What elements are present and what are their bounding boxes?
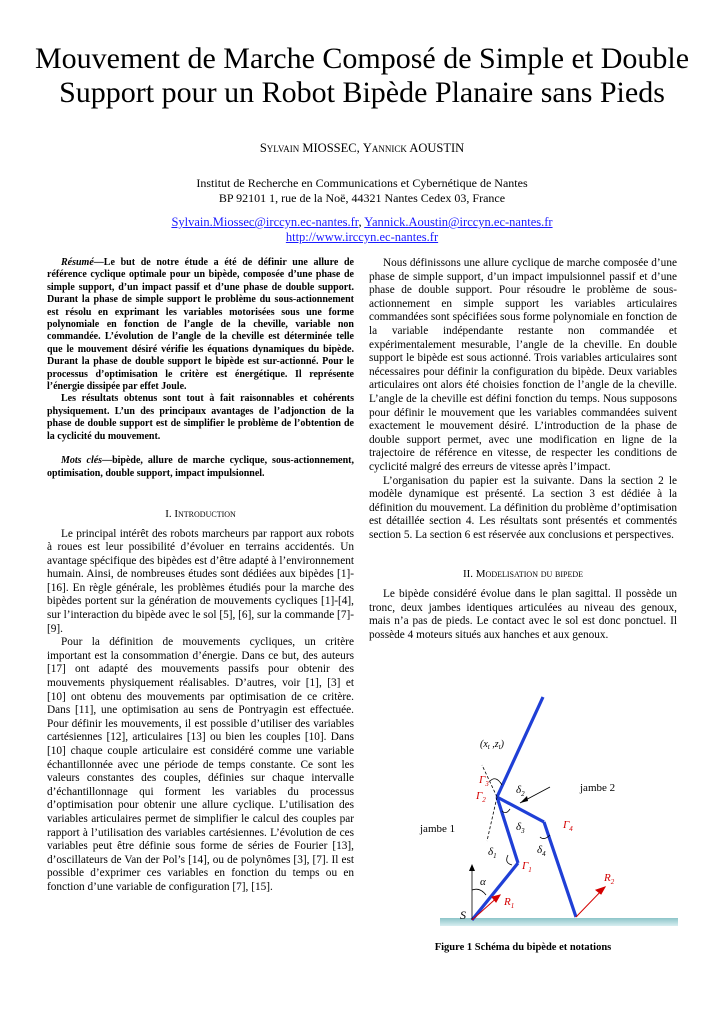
label-r2: $R_2$ [604, 872, 615, 886]
label-gamma-1: $\Gamma_1$ [522, 860, 532, 874]
contact-links [0, 215, 724, 245]
right-column [369, 257, 677, 642]
abstract-text-2: Les résultats obtenus sont tout à fait raisonnables et cohérents physiquement. L’un des principaux avantages de l’adjonction de la phase de double support est de simplifier le problème de l’obtention de la cyclicité du mouvement. [47, 393, 354, 442]
vertical-axis-arrowhead [469, 864, 475, 871]
email-link-miossec[interactable]: Sylvain.Miossec@irccyn.ec-nantes.fr [171, 215, 359, 229]
right-paragraph-2: L’organisation du papier est la suivante. Dans la section 2 le modèle dynamique est présenté. La section 3 est dédiée à la définition du mouvement. La définition du problème d’optimisation est détaillée section 4. Les résultats sont présentés et commentés section 5. La section 6 est réservée aux conclusions et perspectives. [369, 474, 677, 541]
alpha-arc [472, 889, 486, 895]
author1-first: Sylvain [259, 141, 300, 155]
abstract-label: Résumé [61, 257, 94, 268]
shin-1-link [472, 863, 518, 920]
reaction-r2-arrowhead [596, 887, 605, 894]
author2-last: AOUSTIN [409, 141, 465, 155]
section-heading-modelisation [369, 568, 677, 582]
label-gamma-2: $\Gamma_2$ [476, 790, 486, 804]
affiliation-line1: Institut de Recherche en Communications et Cybernétique de Nantes [196, 176, 528, 190]
left-column [47, 257, 354, 895]
hip-extension-dash [487, 797, 497, 841]
abstract-paragraph-1 [47, 257, 354, 393]
delta1-arc [507, 855, 512, 865]
section2-number: II. [462, 568, 474, 581]
delta2-arc [490, 779, 502, 785]
website-link[interactable]: http://www.irccyn.ec-nantes.fr [285, 230, 439, 244]
label-r1: $R_1$ [504, 896, 515, 910]
keywords-label: Mots clés [61, 455, 103, 467]
keywords [47, 455, 354, 480]
label-jambe-1: jambe 1 [420, 823, 456, 835]
authors [0, 141, 724, 156]
label-alpha: α [480, 876, 486, 888]
biped-diagram [380, 695, 680, 935]
author2-first: Yannick [362, 141, 407, 155]
label-delta-1: $\delta_1$ [488, 846, 497, 860]
reaction-forces [472, 887, 605, 920]
section1-title: Introduction [174, 507, 236, 520]
figure-caption: Figure 1 Schéma du bipède et notations [434, 942, 612, 953]
label-s: S [460, 908, 466, 922]
email-link-aoustin[interactable]: Yannick.Aoustin@irccyn.ec-nantes.fr [364, 215, 553, 229]
label-trunk-coordinates: ($x_t$ $,z_t$) [480, 739, 504, 751]
biped-links [472, 697, 576, 920]
delta3-arc [502, 809, 510, 813]
section2-title: Modelisation du bipede [475, 568, 584, 581]
label-gamma-3: $\Gamma_3$ [479, 774, 489, 788]
label-delta-3: $\delta_3$ [516, 821, 525, 835]
affiliation-line2: BP 92101 1, rue de la Noë, 44321 Nantes Cedex 03, France [218, 191, 506, 205]
intro-paragraph-2: Pour la définition de mouvements cycliques, un critère important est la consommation d’énergie. Dans ce but, des auteurs [17] ont adapté des mouvements passifs pour obtenir des mouvements physiquement réalisables. D’autres, voir [1], [3] et [10] ont obtenu des mouvements par optimisation de ce critère. Dans [11], une optimisation au sens de Pontryagin est effectuée. Pour définir les mouvements, il est possible d’utiliser des variables cartésiennes [12], articulaires [13] ou bien les couples [10]. Dans [10] chaque couple articulaire est considéré comme une variable échantillonnée avec une période de temps constante. Ce sont les valeurs constantes des couples, définies sur chaque intervalle d’échantillonnage qui forment les variables du processus d’optimisation pour obtenir une allure cyclique. L’utilisation des variables articulaires permet de simplifier le calcul des couples par rapport à l’utilisation des variables cartésiennes. L’évolution de ces variables peut être définie sous forme de séries de Fourier [13], d’oscillateurs de Van der Pol’s [14], ou de polynômes [3], [7]. Il est possible d’exprimer ces variables en fonction du temps ou en fonction d’une variable de configuration [7], [15]. [47, 636, 354, 893]
affiliation [0, 176, 724, 206]
right-paragraph-1: Nous définissons une allure cyclique de marche composée d’une phase de simple support, d’un impact impulsionnel passif et d’une phase de double support. Pour résoudre le problème de sous-actionnement en simple support les variables articulaires commandées sont spécifiées sous forme polynomiale en fonction de la variable indépendante restante non commandée et expérimentalement mesurable, l’angle de la cheville. En double support le bipède est sous actionné. Trois variables articulaires sont nécessaires pour définir la configuration du bipède. Deux variables articulaires ont alors été choisies fonction de l’angle de la cheville. L’angle de la cheville est défini fonction du temps. Nous supposons pour définir le mouvement que les variables commandées suivent exactement le mouvement désiré. L’introduction de la phase de double support permet, avec une modification en ligne de la trajectoire de référence en vitesse, de respecter les conditions de cyclicité malgré des erreurs de vitesse après l’impact. [369, 257, 677, 473]
author1-last: MIOSSEC, [302, 141, 360, 155]
section1-number: I. [165, 507, 172, 520]
email-separator: , [358, 215, 365, 229]
label-gamma-4: $\Gamma_4$ [563, 819, 573, 833]
modelisation-paragraph-1: Le bipède considéré évolue dans le plan sagittal. Il possède un tronc, deux jambes identiques articulées au niveau des genoux, mais n’a pas de pieds. Le contact avec le sol est donc ponctuel. Il possède 4 moteurs situés aux hanches et aux genoux. [369, 588, 677, 641]
label-jambe-2: jambe 2 [580, 782, 616, 794]
keywords-text: —bipède, allure de marche cyclique, sous-actionnement, optimisation, double support, impact impulsionnel. [47, 455, 355, 479]
section-heading-introduction [47, 508, 354, 522]
paper-title: Mouvement de Marche Composé de Simple et Double Support pour un Robot Bipède Planaire sans Pieds [34, 42, 690, 109]
label-delta-4: $\delta_4$ [537, 844, 546, 858]
abstract [47, 257, 354, 480]
label-delta-2: $\delta_2$ [516, 784, 525, 798]
abstract-text-1: —Le but de notre étude a été de définir une allure de référence cyclique optimale pour un bipède, composée d’une phase de simple support, d’un impact passif et d’une phase de double support. Durant la phase de simple support le problème du sous-actionnement est résolu en exprimant les variables motorisées sous une forme polynomiale en fonction de l’angle de la cheville, variable non commandée. L’évolution de l’angle de la cheville est déterminée telle que le mouvement désiré vérifie les équations dynamiques du bipède. Durant la phase de double support le bipède est sur-actionné. Pour le processus d’optimisation le critère est énergétique. Il représente l’énergie dissipée par effet Joule. [47, 257, 354, 393]
intro-paragraph-1: Le principal intérêt des robots marcheurs par rapport aux robots à roues est leur possibilité d’évoluer en terrains accidentés. Un avantage spécifique des bipèdes est d’être adapté à l’environnement humain. Ainsi, de nombreuses études sont dédiées aux bipèdes [1]-[16]. En règle générale, les problèmes étudiés pour la marche des bipèdes portent sur la génération de mouvements cycliques [1]-[4], sur l’interaction du bipède avec le sol [5], [6], sur la commande [7]-[9]. [47, 527, 354, 635]
